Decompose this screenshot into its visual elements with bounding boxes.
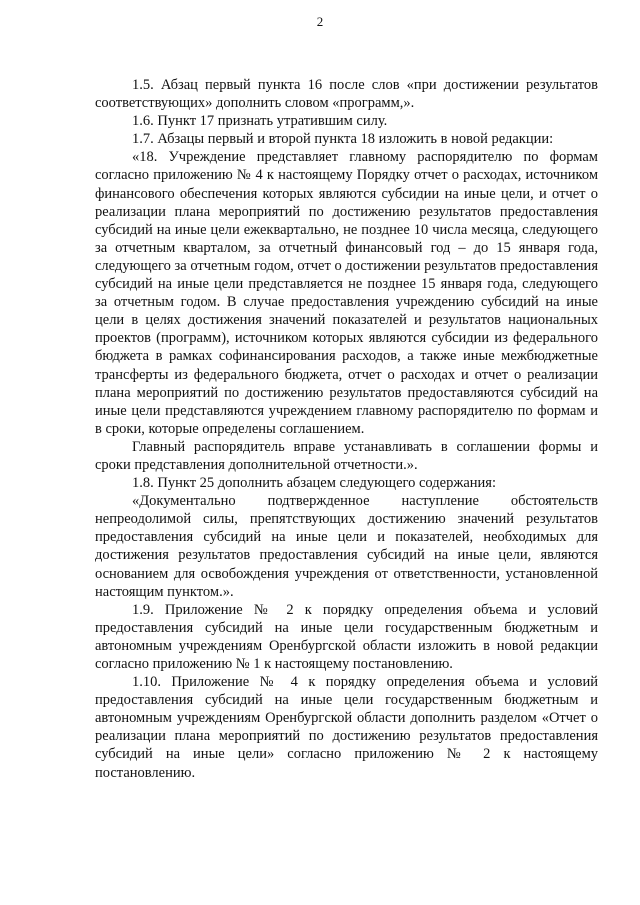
paragraph-1-10: 1.10. Приложение № 4 к порядку определения объема и условий предоставления субсидий на иные цели государственным бюджетным и автономным учреждениям Оренбургской области дополнить разделом «Отчет о реализации плана мероприятий по достижению результатов предоставления субсидий на иные цели» согласно приложению № 2 к настоящему постановлению. <box>95 674 598 781</box>
paragraph-item-18-second: Главный распорядитель вправе устанавливать в соглашении формы и сроки представления дополнительной отчетности.». <box>95 438 598 473</box>
paragraph-1-7: 1.7. Абзацы первый и второй пункта 18 изложить в новой редакции: <box>132 131 554 148</box>
document-body <box>95 76 598 782</box>
paragraph-1-9: 1.9. Приложение № 2 к порядку определения объема и условий предоставления субсидий на иные цели государственным бюджетным и автономным учреждениям Оренбургской области изложить в новой редакции согласно приложению № 1 к настоящему постановлению. <box>95 601 598 672</box>
page-number: 2 <box>316 14 324 29</box>
paragraph-item-18: «18. Учреждение представляет главному распорядителю по формам согласно приложению № 4 к настоящему Порядку отчет о расходах, источником финансового обеспечения которых являются субсидии на иные цели, и отчет о реализации плана мероприятий по достижению результатов предоставления субсидий на иные цели ежеквартально, не позднее 10 числа месяца, следующего за отчетным кварталом, за отчетный финансовый год – до 15 января года, следующего за отчетным годом, отчет о достижении результатов предоставления субсидий на иные цели представляется не позднее 15 января года, следующего за отчетным годом. В случае предоставления учреждению субсидий на иные цели в целях достижения значений показателей и результатов национальных проектов (программ), источником которых являются субсидии из федерального бюджета в рамках софинансирования расходов, а также иные межбюджетные трансферты из федерального бюджета, отчет о расходах и отчет о реализации плана мероприятий по достижению результатов предоставляются субсидий на иные цели представляются учреждением главному распорядителю по формам и в сроки, которые определены соглашением. <box>95 149 598 437</box>
paragraph-1-8: 1.8. Пункт 25 дополнить абзацем следующего содержания: <box>132 475 496 492</box>
paragraph-1-5: 1.5. Абзац первый пункта 16 после слов «при достижении результатов соответствующих» дополнить словом «программ,». <box>95 77 598 112</box>
paragraph-item-25-addition: «Документально подтвержденное наступление обстоятельств непреодолимой силы, препятствующих достижению значений результатов предоставления субсидий на иные цели и показателей, необходимых для достижения результатов предоставления субсидий на иные цели, являются основанием для освобождения учреждения от ответственности, установленной настоящим пунктом.». <box>95 493 598 600</box>
paragraph-1-6: 1.6. Пункт 17 признать утратившим силу. <box>132 113 388 130</box>
